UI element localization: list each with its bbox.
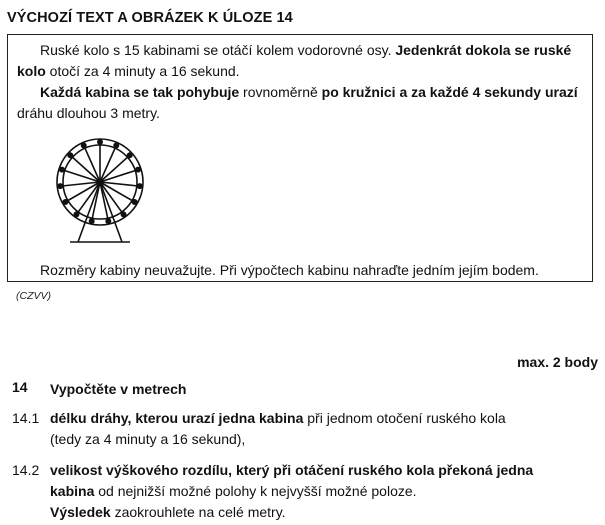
source-label: (CZVV) [16, 290, 51, 302]
intro-text: rovnoměrně [239, 84, 322, 100]
wheel-hub [98, 180, 103, 185]
wheel-cabin [132, 200, 136, 204]
wheel-spoke [83, 143, 100, 182]
subtask-bold-text: Výsledek [50, 504, 111, 520]
wheel-cabin [89, 219, 93, 223]
subtask-text: při jednom otočení ruského kola [303, 410, 506, 426]
intro-bold-text: po kružnici a za každé 4 sekundy urazí [321, 84, 578, 100]
intro-bold-text: kolo [17, 63, 46, 79]
max-points-label: max. 2 body [517, 354, 598, 370]
subtask-bold-text: délku dráhy, kterou urazí jedna kabina [50, 410, 304, 426]
subtask-text: od nejnižší možné polohy k nejvyšší možné poloze. [94, 483, 417, 499]
intro-line-4 [17, 103, 160, 124]
wheel-spoke [59, 169, 100, 182]
task-title: Vypočtěte v metrech [50, 381, 187, 397]
wheel-spoke [100, 143, 117, 182]
wheel-cabin [136, 167, 140, 171]
wheel-cabin [58, 184, 62, 188]
subtask-14-2-line-1 [50, 460, 590, 481]
wheel-spoke [68, 153, 100, 182]
wheel-stand-leg [100, 182, 122, 242]
intro-bold-text: Jedenkrát dokola se ruské [395, 42, 572, 58]
intro-line-1 [40, 40, 580, 61]
wheel-cabin [68, 153, 72, 157]
subtask-text: zaokrouhlete na celé metry. [110, 504, 286, 520]
subtask-number: 14.1 [12, 410, 40, 426]
wheel-cabin [98, 140, 102, 144]
task-number: 14 [12, 379, 28, 395]
ferris-wheel-icon [50, 134, 150, 246]
wheel-cabin [63, 200, 67, 204]
subtask-14-2-line-3 [50, 502, 590, 523]
wheel-cabin [106, 219, 110, 223]
wheel-cabin [121, 212, 125, 216]
subtask-14-1-line-1 [50, 408, 590, 429]
wheel-cabin [128, 153, 132, 157]
subtask-14-2-line-2 [50, 481, 590, 502]
intro-text: dráhu dlouhou 3 metry. [17, 105, 160, 121]
subtask-bold-text: velikost výškového rozdílu, který při otáčení ruského kola překoná jedna [50, 462, 534, 478]
intro-note: Rozměry kabiny neuvažujte. Při výpočtech kabinu nahraďte jedním jejím bodem. [40, 262, 539, 278]
intro-bold-text: Každá kabina se tak pohybuje [40, 84, 240, 100]
intro-text: otočí za 4 minuty a 16 sekund. [45, 63, 240, 79]
wheel-stand-leg [78, 182, 100, 242]
intro-line-3 [40, 82, 580, 103]
subtask-text: (tedy za 4 minuty a 16 sekund), [50, 431, 246, 447]
exercise-heading: VÝCHOZÍ TEXT A OBRÁZEK K ÚLOZE 14 [7, 10, 293, 26]
wheel-cabin [74, 212, 78, 216]
wheel-spoke [100, 153, 132, 182]
wheel-spoke [100, 169, 141, 182]
wheel-cabin [82, 143, 86, 147]
subtask-14-1-line-2 [50, 429, 590, 450]
wheel-cabin [114, 143, 118, 147]
subtask-bold-text: kabina [50, 483, 95, 499]
intro-line-2 [17, 61, 240, 82]
wheel-cabin [60, 167, 64, 171]
subtask-number: 14.2 [12, 462, 40, 478]
intro-text: Ruské kolo s 15 kabinami se otáčí kolem vodorovné osy. [40, 42, 396, 58]
wheel-cabin [138, 184, 142, 188]
